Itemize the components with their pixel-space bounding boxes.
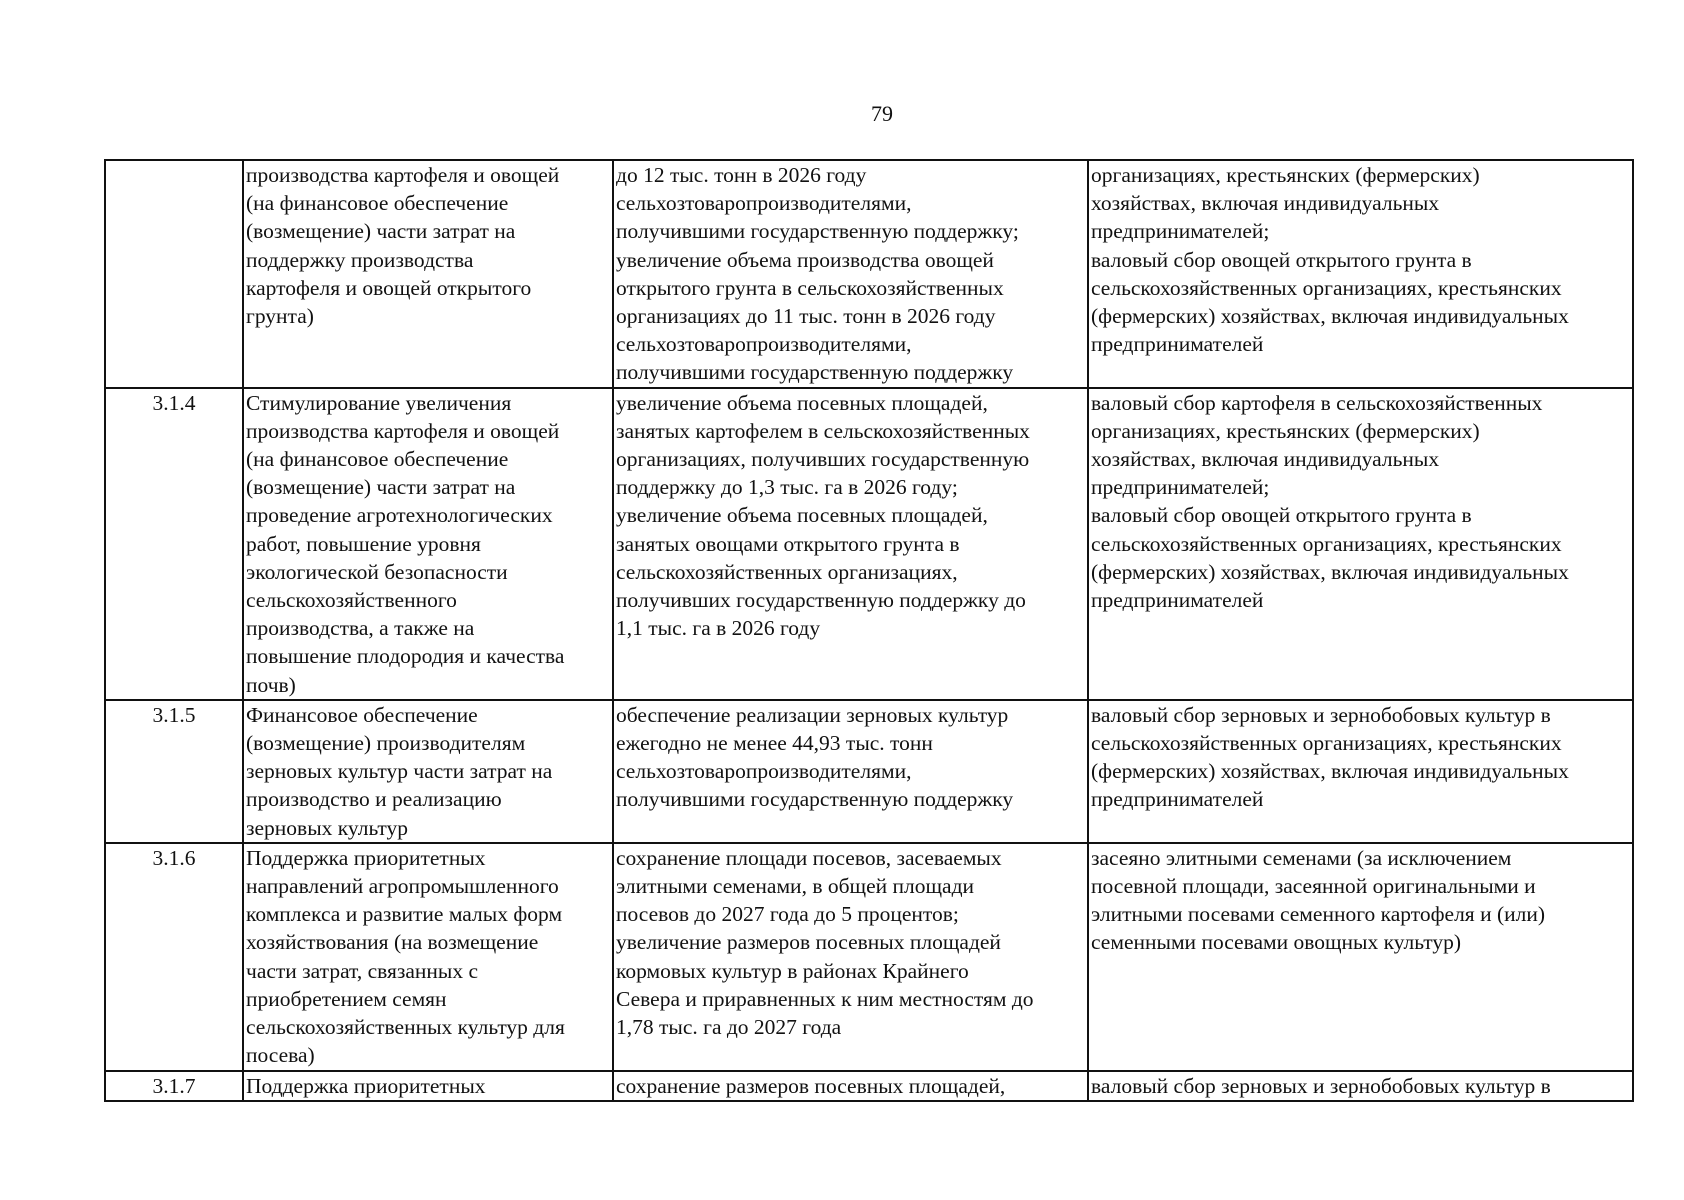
text-line: приобретением семян [246, 986, 447, 1011]
result-indicator-cell [1088, 700, 1633, 843]
text-line: комплекса и развитие малых форм [246, 902, 563, 927]
text-line: сельскохозяйственных организациях, [616, 559, 958, 584]
text-line: сельхозтоваропроизводителями, [616, 759, 912, 784]
text-line: хозяйствах, включая индивидуальных [1091, 191, 1440, 216]
text-line: почв) [246, 672, 296, 697]
measure-number-cell: 3.1.5 [105, 700, 243, 843]
text-line: Поддержка приоритетных [246, 845, 486, 870]
table-row [105, 1071, 1633, 1101]
text-line: элитными посевами семенного картофеля и (или) [1091, 902, 1546, 927]
text-line: сельскохозяйственных организациях, крестьянских [1091, 531, 1562, 556]
text-line: предпринимателей; [1091, 475, 1270, 500]
text-line: грунта) [246, 304, 314, 329]
text-line: кормовых культур в районах Крайнего [616, 958, 969, 983]
text-line: открытого грунта в сельскохозяйственных [616, 275, 1004, 300]
text-line: (возмещение) производителям [246, 731, 526, 756]
text-line: сельхозтоваропроизводителями, [616, 332, 912, 357]
text-line: зерновых культур части затрат на [246, 759, 553, 784]
text-line: валовый сбор овощей открытого грунта в [1091, 503, 1472, 528]
target-indicator-cell [613, 1071, 1088, 1101]
text-line: увеличение объема посевных площадей, [616, 390, 988, 415]
result-indicator-cell [1088, 1071, 1633, 1101]
text-line: элитными семенами, в общей площади [616, 874, 975, 899]
table-row [105, 388, 1633, 700]
text-line: проведение агротехнологических [246, 503, 553, 528]
text-line: организациях, крестьянских (фермерских) [1091, 163, 1480, 187]
text-line: сохранение площади посевов, засеваемых [616, 845, 1002, 870]
text-line: (фермерских) хозяйствах, включая индивидуальных [1091, 559, 1569, 584]
text-line: увеличение размеров посевных площадей [616, 930, 1001, 955]
text-line: направлений агропромышленного [246, 874, 559, 899]
measure-number-cell: 3.1.6 [105, 843, 243, 1071]
text-line: предпринимателей [1091, 332, 1264, 357]
text-line: сельскохозяйственных культур для [246, 1015, 565, 1040]
text-line: засеяно элитными семенами (за исключением [1091, 845, 1512, 870]
text-line: Стимулирование увеличения [246, 390, 512, 415]
text-line: получившими государственную поддержку; [616, 219, 1019, 244]
text-line: организациях, крестьянских (фермерских) [1091, 418, 1480, 443]
text-line: части затрат, связанных с [246, 958, 479, 983]
result-indicator-cell [1088, 160, 1633, 388]
target-indicator-cell [613, 843, 1088, 1071]
text-line: картофеля и овощей открытого [246, 275, 532, 300]
text-line: валовый сбор зерновых и зернобобовых культур в [1091, 702, 1551, 727]
text-line: сельскохозяйственных организациях, крестьянских [1091, 731, 1562, 756]
text-line: занятых картофелем в сельскохозяйственных [616, 418, 1030, 443]
measure-name-cell [243, 388, 613, 700]
text-line: организациях, получивших государственную [616, 447, 1030, 472]
text-line: хозяйствах, включая индивидуальных [1091, 447, 1440, 472]
text-line: работ, повышение уровня [246, 531, 481, 556]
measure-number-cell [105, 160, 243, 388]
text-line: производства картофеля и овощей [246, 418, 560, 443]
text-line: валовый сбор зерновых и зернобобовых культур в [1091, 1073, 1551, 1098]
text-line: предпринимателей; [1091, 219, 1270, 244]
text-line: валовый сбор овощей открытого грунта в [1091, 247, 1472, 272]
text-line: экологической безопасности [246, 559, 508, 584]
text-line: сельскохозяйственного [246, 588, 457, 613]
measure-number-cell: 3.1.7 [105, 1071, 243, 1101]
table-row [105, 843, 1633, 1071]
text-line: 1,78 тыс. га до 2027 года [616, 1015, 842, 1040]
text-line: валовый сбор картофеля в сельскохозяйственных [1091, 390, 1543, 415]
text-line: повышение плодородия и качества [246, 644, 565, 669]
table-row [105, 160, 1633, 388]
text-line: (на финансовое обеспечение [246, 447, 509, 472]
measure-number-cell: 3.1.4 [105, 388, 243, 700]
text-line: 1,1 тыс. га в 2026 году [616, 616, 821, 641]
text-line: сельскохозяйственных организациях, крестьянских [1091, 275, 1562, 300]
text-line: получившими государственную поддержку [616, 787, 1014, 812]
text-line: производство и реализацию [246, 787, 502, 812]
text-line: посевов до 2027 года до 5 процентов; [616, 902, 959, 927]
text-line: организациях до 11 тыс. тонн в 2026 году [616, 304, 996, 329]
text-line: (возмещение) части затрат на [246, 219, 516, 244]
text-line: получивших государственную поддержку до [616, 588, 1026, 613]
target-indicator-cell [613, 160, 1088, 388]
text-line: сохранение размеров посевных площадей, [616, 1073, 1006, 1098]
text-line: получившими государственную поддержку [616, 360, 1014, 385]
page-number: 79 [871, 101, 893, 126]
text-line: сельхозтоваропроизводителями, [616, 191, 912, 216]
text-line: занятых овощами открытого грунта в [616, 531, 960, 556]
text-line: Севера и приравненных к ним местностям до [616, 986, 1034, 1011]
measure-name-cell [243, 843, 613, 1071]
result-indicator-cell [1088, 843, 1633, 1071]
text-line: ежегодно не менее 44,93 тыс. тонн [616, 731, 933, 756]
table-row [105, 700, 1633, 843]
text-line: поддержку до 1,3 тыс. га в 2026 году; [616, 475, 958, 500]
text-line: Финансовое обеспечение [246, 702, 478, 727]
text-line: до 12 тыс. тонн в 2026 году [616, 163, 867, 187]
target-indicator-cell [613, 700, 1088, 843]
text-line: посевной площади, засеянной оригинальными и [1091, 874, 1536, 899]
text-line: производства, а также на [246, 616, 475, 641]
text-line: предпринимателей [1091, 588, 1264, 613]
text-line: семенными посевами овощных культур) [1091, 930, 1462, 955]
text-line: посева) [246, 1043, 315, 1068]
text-line: увеличение объема посевных площадей, [616, 503, 988, 528]
text-line: (фермерских) хозяйствах, включая индивидуальных [1091, 759, 1569, 784]
text-line: (возмещение) части затрат на [246, 475, 516, 500]
text-line: Поддержка приоритетных [246, 1073, 486, 1098]
measures-table [104, 159, 1634, 1102]
target-indicator-cell [613, 388, 1088, 700]
text-line: поддержку производства [246, 247, 474, 272]
text-line: зерновых культур [246, 815, 409, 840]
text-line: (на финансовое обеспечение [246, 191, 509, 216]
measure-name-cell [243, 1071, 613, 1101]
text-line: (фермерских) хозяйствах, включая индивидуальных [1091, 304, 1569, 329]
measure-name-cell [243, 160, 613, 388]
text-line: хозяйствования (на возмещение [246, 930, 539, 955]
result-indicator-cell [1088, 388, 1633, 700]
text-line: обеспечение реализации зерновых культур [616, 702, 1009, 727]
measure-name-cell [243, 700, 613, 843]
text-line: увеличение объема производства овощей [616, 247, 994, 272]
text-line: предпринимателей [1091, 787, 1264, 812]
text-line: производства картофеля и овощей [246, 163, 560, 187]
